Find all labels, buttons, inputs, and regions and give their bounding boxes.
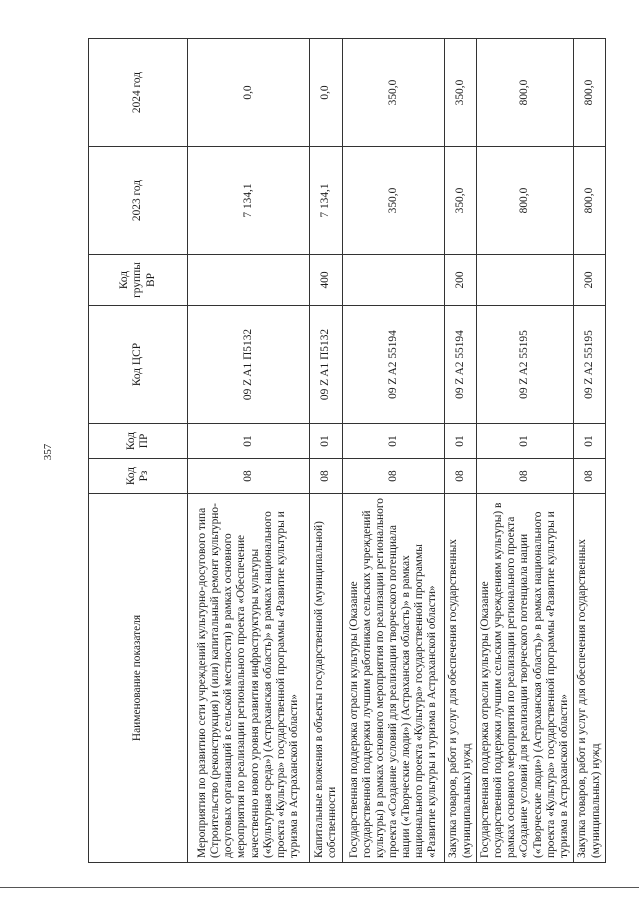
row-2023: 800,0 bbox=[574, 147, 606, 255]
row-pr: 01 bbox=[574, 424, 606, 459]
row-rz: 08 bbox=[310, 459, 343, 494]
header-name: Наименование показателя bbox=[89, 494, 188, 863]
row-2024: 0,0 bbox=[188, 39, 310, 147]
row-vr: 400 bbox=[310, 255, 343, 306]
row-name: Закупка товаров, работ и услуг для обеспечения государственных (муниципальных) нужд bbox=[445, 494, 477, 863]
row-rz: 08 bbox=[188, 459, 310, 494]
header-csr: Код ЦСР bbox=[89, 306, 188, 424]
table-row bbox=[188, 39, 310, 863]
row-2023: 7 134,1 bbox=[188, 147, 310, 255]
page-number: 357 bbox=[42, 443, 54, 461]
table-row bbox=[310, 39, 343, 863]
header-pr: Код ПР bbox=[89, 424, 188, 459]
row-2023: 7 134,1 bbox=[310, 147, 343, 255]
row-name: Государственная поддержка отрасли культуры (Оказание государственной поддержки лучшим работникам сельских учреждений культуры) в рамках основного мероприятия по реализации регионального проекта «Создание условий для реализации творческого потенциала нации («Творческие люди») (Астраханская область)» в рамках национального проекта «Культура» государственной программы «Развитие культуры и туризма в Астраханской области» bbox=[343, 494, 445, 863]
row-csr: 09 Z A2 55194 bbox=[343, 306, 445, 424]
row-2023: 350,0 bbox=[343, 147, 445, 255]
row-csr: 09 Z A2 55194 bbox=[445, 306, 477, 424]
row-vr bbox=[477, 255, 574, 306]
row-rz: 08 bbox=[477, 459, 574, 494]
row-2024: 350,0 bbox=[343, 39, 445, 147]
row-rz: 08 bbox=[445, 459, 477, 494]
table-row bbox=[343, 39, 445, 863]
row-csr: 09 Z A2 55195 bbox=[574, 306, 606, 424]
row-vr: 200 bbox=[574, 255, 606, 306]
row-csr: 09 Z A1 П5132 bbox=[188, 306, 310, 424]
header-vr: Код группы ВР bbox=[89, 255, 188, 306]
row-pr: 01 bbox=[188, 424, 310, 459]
header-2024: 2024 год bbox=[89, 39, 188, 147]
rotated-table-container bbox=[88, 39, 602, 863]
row-pr: 01 bbox=[343, 424, 445, 459]
row-vr bbox=[188, 255, 310, 306]
budget-table bbox=[88, 38, 606, 863]
row-vr: 200 bbox=[445, 255, 477, 306]
row-pr: 01 bbox=[310, 424, 343, 459]
row-vr bbox=[343, 255, 445, 306]
footer-divider bbox=[0, 887, 639, 888]
row-pr: 01 bbox=[445, 424, 477, 459]
header-2023: 2023 год bbox=[89, 147, 188, 255]
row-2024: 0,0 bbox=[310, 39, 343, 147]
row-2024: 350,0 bbox=[445, 39, 477, 147]
row-2024: 800,0 bbox=[477, 39, 574, 147]
row-name: Мероприятия по развитию сети учреждений культурно-досугового типа (Строительство (реконструкция) и (или) капитальный ремонт культурно-досуговых организаций в сельской местности) в рамках основного мероприятия по реализации регионального проекта «Обеспечение качественно нового уровня развития инфраструктуры культуры («Культурная среда») (Астраханская область)» в рамках национального проекта «Культура» государственной программы «Развитие культуры и туризма в Астраханской области» bbox=[188, 494, 310, 863]
row-2024: 800,0 bbox=[574, 39, 606, 147]
table-row bbox=[574, 39, 606, 863]
row-name: Государственная поддержка отрасли культуры (Оказание государственной поддержки лучшим сельским учреждениям культуры) в рамках основного мероприятия по реализации регионального проекта «Создание условий для реализации творческого потенциала нации («Творческие люди») (Астраханская область)» в рамках национального проекта «Культура» государственной программы «Развитие культуры и туризма в Астраханской области» bbox=[477, 494, 574, 863]
header-rz: Код Рз bbox=[89, 459, 188, 494]
table-header-row bbox=[89, 39, 188, 863]
row-rz: 08 bbox=[574, 459, 606, 494]
row-rz: 08 bbox=[343, 459, 445, 494]
row-csr: 09 Z A1 П5132 bbox=[310, 306, 343, 424]
row-2023: 800,0 bbox=[477, 147, 574, 255]
row-name: Закупка товаров, работ и услуг для обеспечения государственных (муниципальных) нужд bbox=[574, 494, 606, 863]
row-2023: 350,0 bbox=[445, 147, 477, 255]
table-row bbox=[477, 39, 574, 863]
row-csr: 09 Z A2 55195 bbox=[477, 306, 574, 424]
row-pr: 01 bbox=[477, 424, 574, 459]
table-row bbox=[445, 39, 477, 863]
row-name: Капитальные вложения в объекты государственной (муниципальной) собственности bbox=[310, 494, 343, 863]
